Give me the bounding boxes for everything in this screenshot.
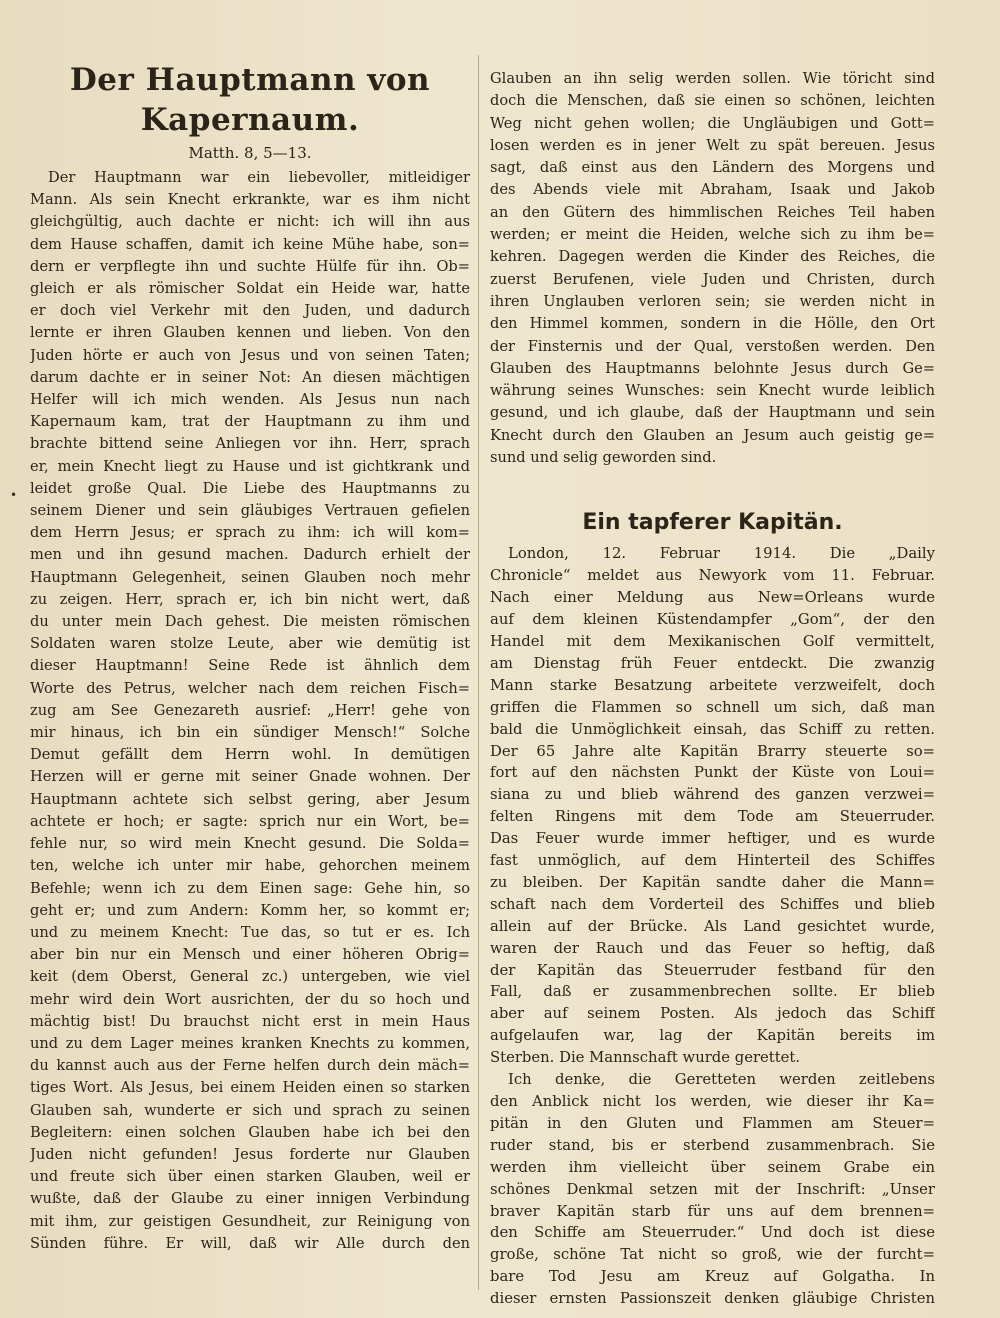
- text-line: keit (dem Oberst, General zc.) untergeben, wie viel: [30, 968, 470, 986]
- text-line: Glauben an ihn selig werden sollen. Wie töricht sind: [490, 70, 935, 87]
- text-line: Hauptmann Gelegenheit, seinen Glauben noch mehr: [30, 568, 470, 586]
- text-line: und zu meinem Knecht: Tue das, so tut er es. Ich: [30, 923, 470, 941]
- text-line: der Finsternis und der Qual, verstoßen werden. Den: [490, 337, 935, 355]
- text-line: zu bleiben. Der Kapitän sandte daher die Mann=: [490, 873, 935, 891]
- text-line: Nach einer Meldung aus New=Orleans wurde: [490, 589, 935, 607]
- text-line: wußte, daß der Glaube zu einer innigen Verbindung: [30, 1190, 470, 1208]
- text-line: Befehle; wenn ich zu dem Einen sage: Gehe hin, so: [30, 879, 470, 897]
- text-line: Sterben. Die Mannschaft wurde gerettet.: [490, 1049, 801, 1067]
- text-line: ruder stand, bis er sterbend zusammenbrach. Sie: [490, 1136, 935, 1154]
- text-line: werden; er meint die Heiden, welche sich zu ihm be=: [490, 226, 935, 244]
- text-line: und zu dem Lager meines kranken Knechts zu kommen,: [30, 1034, 470, 1052]
- text-line: sund und selig geworden sind.: [490, 449, 717, 467]
- text-line: Mann starke Besatzung arbeitete verzweifelt, doch: [490, 676, 935, 694]
- text-line: lernte er ihren Glauben kennen und lieben. Von den: [30, 324, 470, 342]
- text-line: Juden nicht gefunden! Jesus forderte nur Glauben: [30, 1145, 470, 1163]
- text-line: am Dienstag früh Feuer entdeckt. Die zwanzig: [490, 654, 935, 672]
- text-line: dem Herrn Jesus; er sprach zu ihm: ich will kom=: [30, 524, 470, 542]
- text-line: zug am See Genezareth ausrief: „Herr! gehe von: [30, 701, 470, 719]
- text-line: ten, welche ich unter mir habe, gehorchen meinem: [30, 857, 470, 875]
- text-line: kehren. Dagegen werden die Kinder des Reiches, die: [490, 248, 935, 266]
- text-line: Der 65 Jahre alte Kapitän Brarry steuerte so=: [490, 742, 935, 760]
- text-line: Glauben des Hauptmanns belohnte Jesus durch Ge=: [490, 359, 935, 377]
- text-line: bare Tod Jesu am Kreuz auf Golgatha. In: [490, 1268, 935, 1286]
- text-line: dieser ernsten Passionszeit denken gläubige Christen: [490, 1290, 935, 1308]
- text-line: allein auf der Brücke. Als Land gesichtet wurde,: [490, 917, 935, 935]
- text-line: er doch viel Verkehr mit den Juden, und dadurch: [30, 302, 470, 320]
- text-line: ihren Unglauben verloren sein; sie werden nicht in: [490, 292, 935, 310]
- text-line: brachte bittend seine Anliegen vor ihn. Herr, sprach: [30, 435, 470, 453]
- article-body-kapitaen: [490, 543, 935, 1310]
- text-line: auf dem kleinen Küstendampfer „Gom“, der den: [490, 611, 935, 629]
- text-line: zuerst Berufenen, viele Juden und Christen, durch: [490, 270, 935, 288]
- text-line: London, 12. Februar 1914. Die „Daily: [508, 545, 935, 563]
- text-line: seinem Diener und sein gläubiges Vertrauen gefielen: [30, 502, 470, 520]
- text-line: dieser Hauptmann! Seine Rede ist ähnlich dem: [30, 657, 470, 675]
- text-line: Handel mit dem Mexikanischen Golf vermittelt,: [490, 632, 935, 650]
- text-line: große, schöne Tat nicht so groß, wie der furcht=: [490, 1246, 935, 1264]
- text-line: Fall, daß er zusammenbrechen sollte. Er blieb: [490, 983, 935, 1001]
- text-line: mir hinaus, ich bin ein sündiger Mensch!“ Solche: [30, 724, 470, 742]
- text-line: Knecht durch den Glauben an Jesum auch geistig ge=: [490, 426, 935, 444]
- text-line: Sünden führe. Er will, daß wir Alle durch den: [30, 1234, 470, 1252]
- text-line: den Himmel kommen, sondern in die Hölle, den Ort: [490, 315, 935, 333]
- text-line: waren der Rauch und das Feuer so heftig, daß: [490, 939, 935, 957]
- text-line: tiges Wort. Als Jesus, bei einem Heiden einen so starken: [30, 1079, 470, 1097]
- text-line: aufgelaufen war, lag der Kapitän bereits im: [490, 1027, 935, 1045]
- text-line: darum dachte er in seiner Not: An diesen mächtigen: [30, 368, 470, 386]
- text-line: Worte des Petrus, welcher nach dem reichen Fisch=: [30, 679, 470, 697]
- text-line: schaft nach dem Vorderteil des Schiffes und blieb: [490, 895, 935, 913]
- text-line: Herzen will er gerne mit seiner Gnade wohnen. Der: [30, 768, 470, 786]
- text-line: gesund, und ich glaube, daß der Hauptmann und sein: [490, 404, 935, 422]
- text-line: schönes Denkmal setzen mit der Inschrift: „Unser: [490, 1180, 935, 1198]
- text-line: aber bin nur ein Mensch und einer höheren Obrig=: [30, 946, 470, 964]
- text-line: sagt, daß einst aus den Ländern des Morgens und: [490, 159, 935, 177]
- margin-mark: •: [10, 488, 18, 502]
- text-line: bald die Unmöglichkeit einsah, das Schiff zu retten.: [490, 720, 935, 738]
- text-line: pitän in den Gluten und Flammen am Steuer=: [490, 1114, 935, 1132]
- text-line: Ich denke, die Geretteten werden zeitlebens: [508, 1071, 935, 1089]
- text-line: losen werden es in jener Welt zu spät bereuen. Jesus: [490, 136, 935, 154]
- text-line: Chronicle“ meldet aus Newyork vom 11. Februar.: [490, 567, 935, 585]
- text-line: aber auf seinem Posten. Als jedoch das Schiff: [490, 1005, 935, 1023]
- text-line: Hauptmann achtete sich selbst gering, aber Jesum: [30, 790, 470, 808]
- right-column: [490, 0, 935, 1310]
- text-line: siana zu und blieb während des ganzen verzwei=: [490, 786, 935, 804]
- text-line: zu zeigen. Herr, sprach er, ich bin nicht wert, daß: [30, 590, 470, 608]
- text-line: fast unmöglich, auf dem Hinterteil des Schiffes: [490, 852, 935, 870]
- article-title-hauptmann: Der Hauptmann von Kapernaum.: [69, 62, 431, 138]
- text-line: doch die Menschen, daß sie einen so schönen, leichten: [490, 92, 935, 110]
- bible-reference: Matth. 8, 5—13.: [188, 144, 312, 162]
- text-line: fort auf den nächsten Punkt der Küste von Loui=: [490, 764, 935, 782]
- text-line: leidet große Qual. Die Liebe des Hauptmanns zu: [30, 479, 470, 497]
- text-line: mächtig bist! Du brauchst nicht erst in mein Haus: [30, 1012, 470, 1030]
- text-line: du unter mein Dach gehest. Die meisten römischen: [30, 613, 470, 631]
- text-line: men und ihn gesund machen. Dadurch erhielt der: [30, 546, 470, 564]
- text-line: Begleitern: einen solchen Glauben habe ich bei den: [30, 1123, 470, 1141]
- text-line: braver Kapitän starb für uns auf dem brennen=: [490, 1202, 935, 1220]
- text-line: der Kapitän das Steuerruder festband für den: [490, 961, 935, 979]
- article-body-hauptmann-part-2: [490, 0, 935, 469]
- text-line: gleich er als römischer Soldat ein Heide war, hatte: [30, 280, 470, 298]
- left-column: [30, 0, 470, 1255]
- text-line: Weg nicht gehen wollen; die Ungläubigen und Gott=: [490, 114, 935, 132]
- text-line: griffen die Flammen so schnell um sich, daß man: [490, 698, 935, 716]
- text-line: geht er; und zum Andern: Komm her, so kommt er;: [30, 901, 470, 919]
- text-line: Demut gefällt dem Herrn wohl. In demütigen: [30, 746, 470, 764]
- text-line: Glauben sah, wunderte er sich und sprach zu seinen: [30, 1101, 470, 1119]
- text-line: dem Hause schaffen, damit ich keine Mühe habe, son=: [30, 235, 470, 253]
- text-line: Helfer will ich mich wenden. Als Jesus nun nach: [30, 391, 470, 409]
- text-line: an den Gütern des himmlischen Reiches Teil haben: [490, 203, 935, 221]
- text-line: Kapernaum kam, trat der Hauptmann zu ihm und: [30, 413, 470, 431]
- text-line: mehr wird dein Wort ausrichten, der du so hoch und: [30, 990, 470, 1008]
- text-line: gleichgültig, auch dachte er nicht: ich will ihn aus: [30, 213, 470, 231]
- text-line: werden ihm vielleicht über seinem Grabe ein: [490, 1158, 935, 1176]
- text-line: Der Hauptmann war ein liebevoller, mitleidiger: [48, 169, 470, 186]
- text-line: Das Feuer wurde immer heftiger, und es wurde: [490, 830, 935, 848]
- text-line: felten Ringens mit dem Tode am Steuerruder.: [490, 808, 935, 826]
- text-line: währung seines Wunsches: sein Knecht wurde leiblich: [490, 382, 935, 400]
- text-line: den Schiffe am Steuerruder.“ Und doch ist diese: [490, 1224, 935, 1242]
- text-line: du kannst auch aus der Ferne helfen durch dein mäch=: [30, 1057, 470, 1075]
- column-divider: [478, 55, 479, 1290]
- article-body-hauptmann-part-1: [30, 167, 470, 1255]
- text-line: fehle nur, so wird mein Knecht gesund. Die Solda=: [30, 835, 470, 853]
- text-line: achtete er hoch; er sagte: sprich nur ein Wort, be=: [30, 812, 470, 830]
- text-line: Mann. Als sein Knecht erkrankte, war es ihm nicht: [30, 191, 470, 209]
- text-line: Juden hörte er auch von Jesus und von seinen Taten;: [30, 346, 470, 364]
- text-line: dern er verpflegte ihn und suchte Hülfe für ihn. Ob=: [30, 257, 470, 275]
- text-line: mit ihm, zur geistigen Gesundheit, zur Reinigung von: [30, 1212, 470, 1230]
- text-line: des Abends viele mit Abraham, Isaak und Jakob: [490, 181, 935, 199]
- text-line: er, mein Knecht liegt zu Hause und ist gichtkrank und: [30, 457, 470, 475]
- text-line: den Anblick nicht los werden, wie dieser ihr Ka=: [490, 1093, 935, 1110]
- text-line: und freute sich über einen starken Glauben, weil er: [30, 1168, 470, 1186]
- article-title-kapitaen: Ein tapferer Kapitän.: [582, 510, 843, 536]
- text-line: Soldaten waren stolze Leute, aber wie demütig ist: [30, 635, 470, 653]
